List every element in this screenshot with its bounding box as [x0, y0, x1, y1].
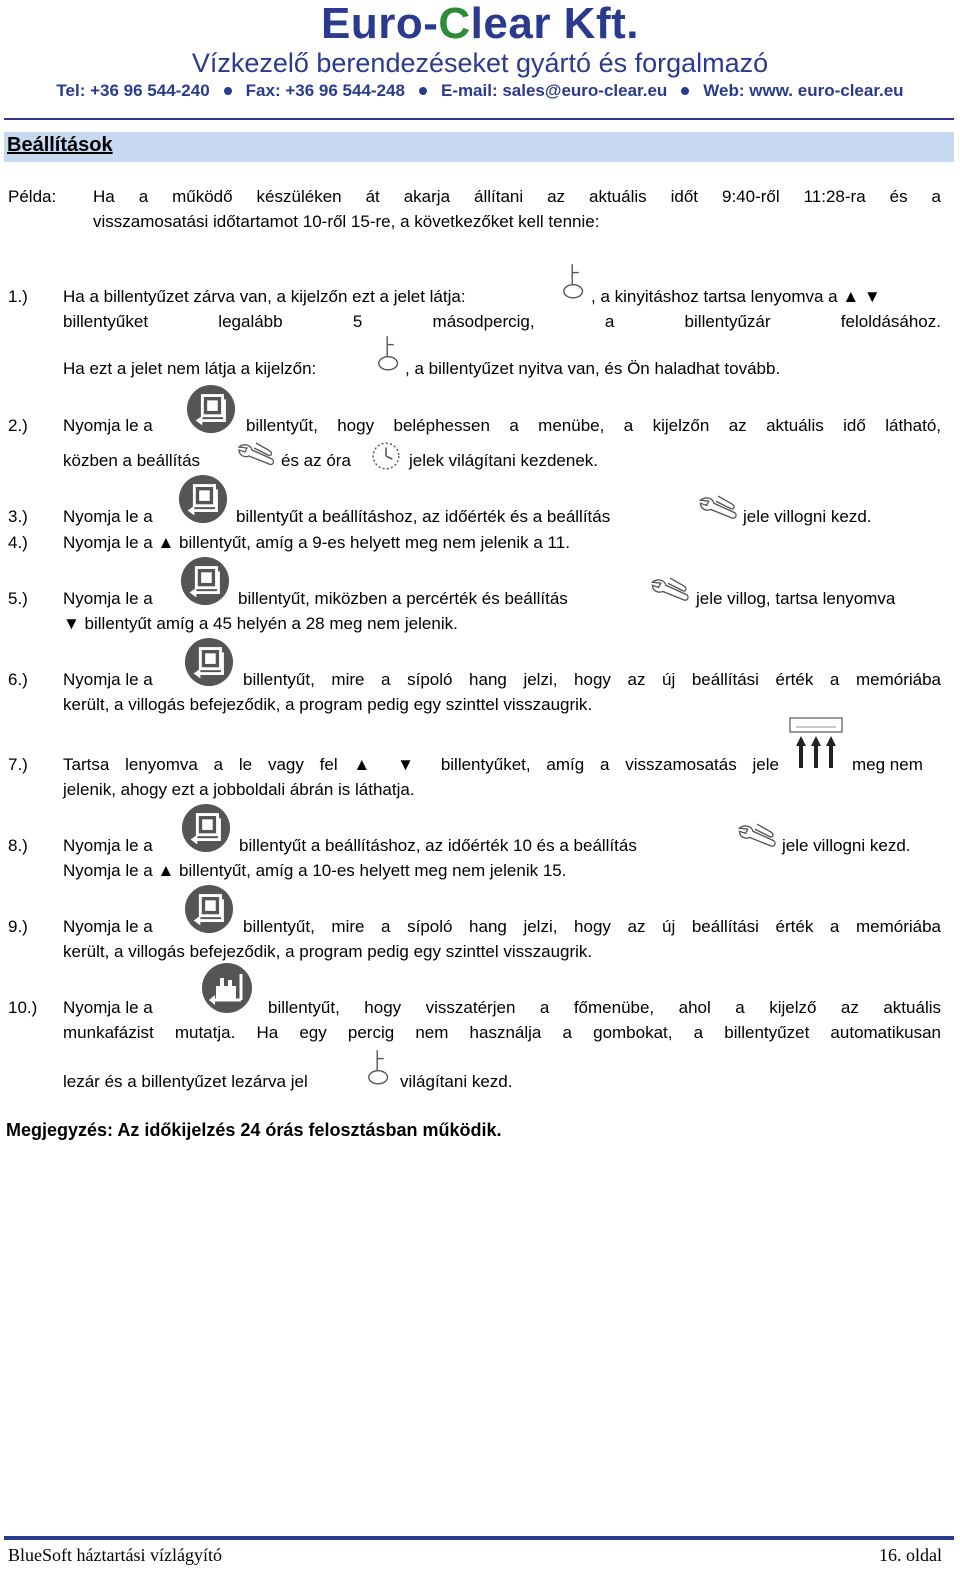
lock-icon — [366, 1048, 394, 1086]
menu-enter-button-icon — [178, 474, 228, 524]
step-3-text-a: Nyomja le a — [63, 507, 153, 526]
step-2-text-d: és az óra — [281, 451, 351, 470]
step-2-number: 2.) — [8, 416, 28, 435]
step-6-text-c: került, a villogás befejeződik, a program pedig egy szinttel visszaugrik. — [63, 695, 593, 714]
header-divider — [4, 118, 954, 120]
step-1-text-c: billentyűket legalább 5 másodpercig, a billentyűzár feloldásához. — [63, 312, 941, 331]
step-1-text-d: Ha ezt a jelet nem látja a kijelzőn: — [63, 359, 317, 378]
intro-label: Példa: — [8, 187, 57, 206]
menu-enter-button-icon — [186, 384, 236, 434]
step-5-text-b: billentyűt, miközben a percérték és beállítás — [238, 589, 568, 608]
menu-enter-button-icon — [184, 884, 234, 934]
step-8-text-d: Nyomja le a ▲ billentyűt, amíg a 10-es helyett meg nem jelenik 15. — [63, 861, 567, 880]
intro-line-2: visszamosatási időtartamot 10-ről 15-re, a következőket kell tennie: — [93, 212, 600, 231]
step-9-text-a: Nyomja le a — [63, 917, 153, 936]
section-title: Beállítások — [7, 134, 113, 156]
step-5-number: 5.) — [8, 589, 28, 608]
step-6-text-a: Nyomja le a — [63, 670, 153, 689]
step-3-text-b: billentyűt a beállításhoz, az időérték és a beállítás — [236, 507, 611, 526]
menu-enter-button-icon — [180, 556, 230, 606]
step-3-text-c: jele villogni kezd. — [743, 507, 872, 526]
step-10-text-c: munkafázist mutatja. Ha egy percig nem használja a gombokat, a billentyűzet automatikusan — [63, 1023, 941, 1042]
lock-icon — [561, 262, 589, 300]
step-1-text-a: Ha a billentyűzet zárva van, a kijelzőn ezt a jelet látja: — [63, 287, 466, 306]
step-9-number: 9.) — [8, 917, 28, 936]
step-9-text-b: billentyűt, mire a sípoló hang jelzi, hogy az új beállítási érték a memóriába — [243, 917, 941, 936]
step-1-text-e: , a billentyűzet nyitva van, és Ön haladhat tovább. — [405, 359, 781, 378]
section-heading-band — [4, 132, 954, 162]
fax-number: Fax: +36 96 544-248 — [245, 81, 405, 100]
step-9-text-c: került, a villogás befejeződik, a program pedig egy szinttel visszaugrik. — [63, 942, 593, 961]
company-tagline: Vízkezelő berendezéseket gyártó és forgalmazó — [191, 48, 769, 78]
wrench-icon — [697, 494, 739, 525]
wrench-icon — [736, 822, 778, 853]
note: Megjegyzés: Az időkijelzés 24 órás felosztásban működik. — [6, 1120, 502, 1140]
step-10-text-d: lezár és a billentyűzet lezárva jel — [63, 1072, 308, 1091]
step-10-text-e: világítani kezd. — [400, 1072, 513, 1091]
step-10-text-a: Nyomja le a — [63, 998, 153, 1017]
unlock-icon — [376, 334, 404, 372]
step-7-number: 7.) — [8, 755, 28, 774]
website: Web: www. euro-clear.eu — [703, 81, 904, 100]
step-2-text-a: Nyomja le a — [63, 416, 153, 435]
step-6-text-b: billentyűt, mire a sípoló hang jelzi, hogy az új beállítási érték a memóriába — [243, 670, 941, 689]
wrench-icon — [649, 576, 691, 607]
bullet-icon — [681, 87, 689, 95]
footer-product: BlueSoft háztartási vízlágyító — [8, 1545, 222, 1565]
home-button-icon — [201, 962, 253, 1014]
intro-line-1: Ha a működő készüléken át akarja állítani az aktuális időt 9:40-ről 11:28-ra és a — [93, 187, 941, 206]
step-6-number: 6.) — [8, 670, 28, 689]
step-8-text-b: billentyűt a beállításhoz, az időérték 10 és a beállítás — [239, 836, 637, 855]
bullet-icon — [419, 87, 427, 95]
page-number: 16. oldal — [879, 1545, 942, 1565]
step-8-number: 8.) — [8, 836, 28, 855]
step-2-text-e: jelek világítani kezdenek. — [409, 451, 599, 470]
step-10-text-b: billentyűt, hogy visszatérjen a főmenübe, ahol a kijelző az aktuális — [268, 998, 941, 1017]
step-2-text-c: közben a beállítás — [63, 451, 201, 470]
step-4-text-a: Nyomja le a ▲ billentyűt, amíg a 9-es helyett meg nem jelenik a 11. — [63, 533, 570, 552]
menu-enter-button-icon — [181, 803, 231, 853]
step-8-text-c: jele villogni kezd. — [782, 836, 911, 855]
step-7-text-c: jelenik, ahogy ezt a jobboldali ábrán is láthatja. — [63, 780, 415, 799]
step-2-text-b: billentyűt, hogy beléphessen a menübe, a kijelzőn az aktuális idő látható, — [246, 416, 941, 435]
step-4-number: 4.) — [8, 533, 28, 552]
step-3-number: 3.) — [8, 507, 28, 526]
step-5-text-d: ▼ billentyűt amíg a 45 helyén a 28 meg nem jelenik. — [63, 614, 458, 633]
step-7-text-b: meg nem — [852, 755, 923, 774]
company-name: Euro-Clear Kft. — [321, 0, 639, 48]
phone-number: Tel: +36 96 544-240 — [56, 81, 210, 100]
email-address: E-mail: sales@euro-clear.eu — [440, 81, 668, 100]
step-7-text-a: Tartsa lenyomva a le vagy fel ▲ ▼ billentyűket, amíg a visszamosatás jele — [63, 755, 779, 774]
step-1-number: 1.) — [8, 287, 28, 306]
clock-icon — [370, 440, 402, 472]
step-5-text-a: Nyomja le a — [63, 589, 153, 608]
step-10-number: 10.) — [8, 998, 38, 1017]
footer-divider — [4, 1536, 954, 1540]
backwash-icon — [788, 716, 844, 770]
step-1-text-b: , a kinyitáshoz tartsa lenyomva a ▲ ▼ — [591, 287, 881, 306]
wrench-icon — [236, 441, 276, 471]
step-5-text-c: jele villog, tartsa lenyomva — [696, 589, 896, 608]
bullet-icon — [224, 87, 232, 95]
step-8-text-a: Nyomja le a — [63, 836, 153, 855]
contact-line — [0, 80, 960, 102]
menu-enter-button-icon — [184, 637, 234, 687]
